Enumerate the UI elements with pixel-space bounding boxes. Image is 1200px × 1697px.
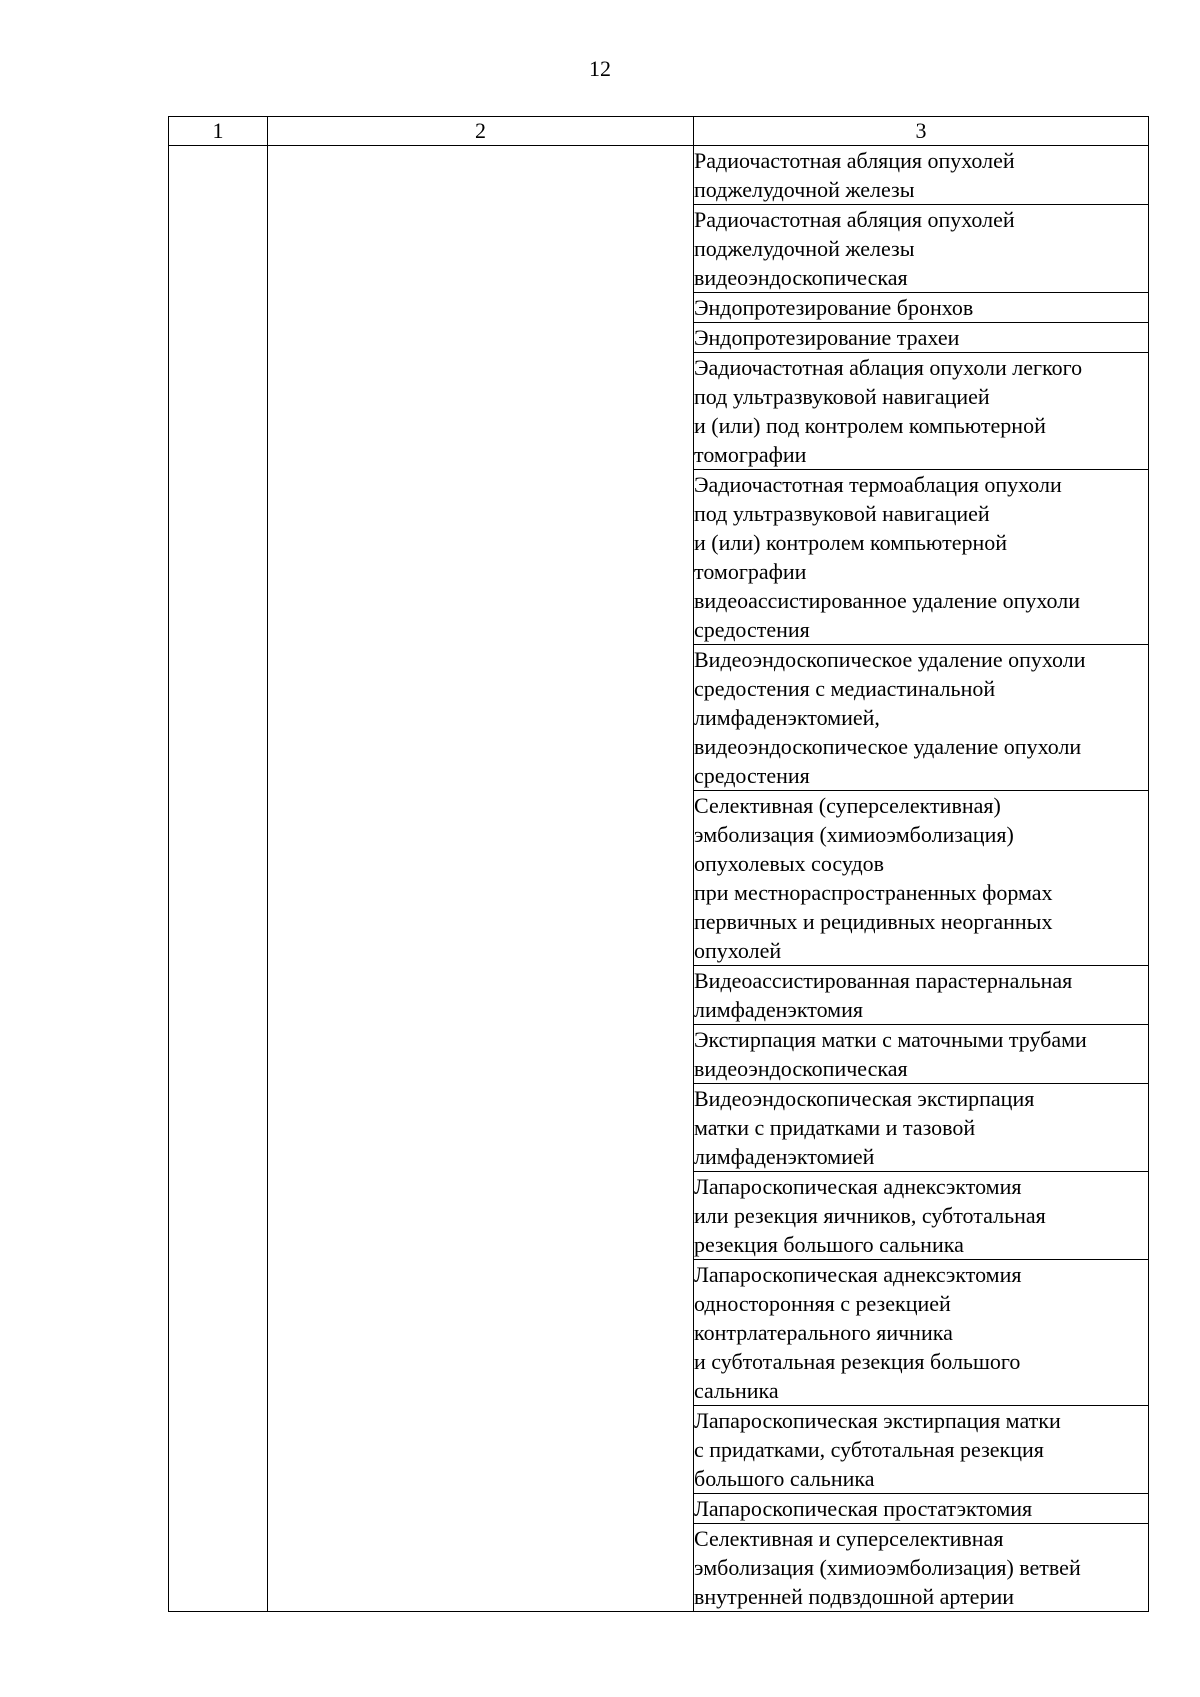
procedure-text-line: лимфаденэктомией, [694,705,880,730]
procedure-text-line: и (или) контролем компьютерной [694,530,1008,555]
procedure-cell [694,1406,1149,1494]
procedure-cell [694,1025,1149,1084]
procedure-text-line: и (или) под контролем компьютерной [694,413,1046,438]
procedure-text-line: средостения [694,617,810,642]
procedure-text-line: Лапароскопическая аднексэктомия [694,1262,1022,1287]
procedure-text-line: Радиочастотная абляция опухолей [694,207,1015,232]
procedure-text-line: лимфаденэктомией [694,1144,875,1169]
procedure-text-line: Лапароскопическая аднексэктомия [694,1174,1022,1199]
procedure-text-line: Радиочастотная абляция опухолей [694,148,1015,173]
header-col-2: 2 [268,117,694,146]
procedure-text-line: Эндопротезирование трахеи [694,325,960,350]
procedure-text-line: Эадиочастотная аблация опухоли легкого [694,355,1083,380]
procedure-cell [694,791,1149,966]
procedure-cell [694,1260,1149,1406]
procedure-cell [694,146,1149,205]
procedure-text-line: поджелудочной железы [694,236,915,261]
col-1-cell [169,146,268,1612]
procedure-text-line: под ультразвуковой навигацией [694,384,990,409]
procedure-cell [694,205,1149,293]
procedure-text-line: видеоэндоскопическая [694,1056,908,1081]
header-col-3: 3 [694,117,1149,146]
procedure-text-line: Лапароскопическая экстирпация матки [694,1408,1061,1433]
procedure-text-line: видеоассистированное удаление опухоли [694,588,1080,613]
table-header-row [169,117,1149,146]
procedure-cell [694,323,1149,353]
procedure-text-line: Эадиочастотная термоаблация опухоли [694,472,1062,497]
procedure-cell [694,966,1149,1025]
procedures-table [168,116,1149,1612]
procedure-text-line: Видеоассистированная парастернальная [694,968,1073,993]
procedure-text-line: Лапароскопическая простатэктомия [694,1496,1033,1521]
procedure-text-line: Экстирпация матки с маточными трубами [694,1027,1087,1052]
procedure-text-line: видеоэндоскопическое удаление опухоли [694,734,1082,759]
procedure-text-line: и субтотальная резекция большого [694,1349,1021,1374]
procedure-text-line: средостения [694,763,810,788]
procedure-text-line: видеоэндоскопическая [694,265,908,290]
procedure-text-line: эмболизация (химиоэмболизация) ветвей [694,1555,1081,1580]
procedure-text-line: внутренней подвздошной артерии [694,1584,1014,1609]
procedure-text-line: лимфаденэктомия [694,997,863,1022]
table-row [169,146,1149,205]
procedure-text-line: опухолевых сосудов [694,851,885,876]
procedure-text-line: Селективная (суперселективная) [694,793,1001,818]
procedure-cell [694,470,1149,645]
procedure-cell [694,1494,1149,1524]
procedure-text-line: эмболизация (химиоэмболизация) [694,822,1014,847]
procedure-text-line: Эндопротезирование бронхов [694,295,974,320]
procedure-text-line: первичных и рецидивных неорганных [694,909,1053,934]
procedure-text-line: Видеоэндоскопическая экстирпация [694,1086,1035,1111]
procedure-text-line: под ультразвуковой навигацией [694,501,990,526]
procedure-text-line: резекция большого сальника [694,1232,964,1257]
procedure-text-line: или резекция яичников, субтотальная [694,1203,1046,1228]
procedure-text-line: Селективная и суперселективная [694,1526,1004,1551]
procedure-cell [694,1172,1149,1260]
procedure-cell [694,353,1149,470]
procedure-text-line: при местнораспространенных формах [694,880,1053,905]
procedure-text-line: сальника [694,1378,779,1403]
procedure-text-line: средостения с медиастинальной [694,676,996,701]
header-col-1: 1 [169,117,268,146]
procedure-text-line: с придатками, субтотальная резекция [694,1437,1044,1462]
procedure-text-line: контрлатерального яичника [694,1320,953,1345]
procedure-text-line: томографии [694,442,807,467]
procedure-cell [694,645,1149,791]
procedure-text-line: томографии [694,559,807,584]
procedure-cell [694,1084,1149,1172]
procedure-text-line: односторонняя с резекцией [694,1291,951,1316]
procedure-cell [694,293,1149,323]
procedure-text-line: опухолей [694,938,782,963]
procedure-text-line: матки с придатками и тазовой [694,1115,976,1140]
procedure-text-line: Видеоэндоскопическое удаление опухоли [694,647,1086,672]
page-number: 12 [589,56,611,81]
procedure-text-line: поджелудочной железы [694,177,915,202]
procedure-cell [694,1524,1149,1612]
procedure-text-line: большого сальника [694,1466,875,1491]
col-2-cell [268,146,694,1612]
